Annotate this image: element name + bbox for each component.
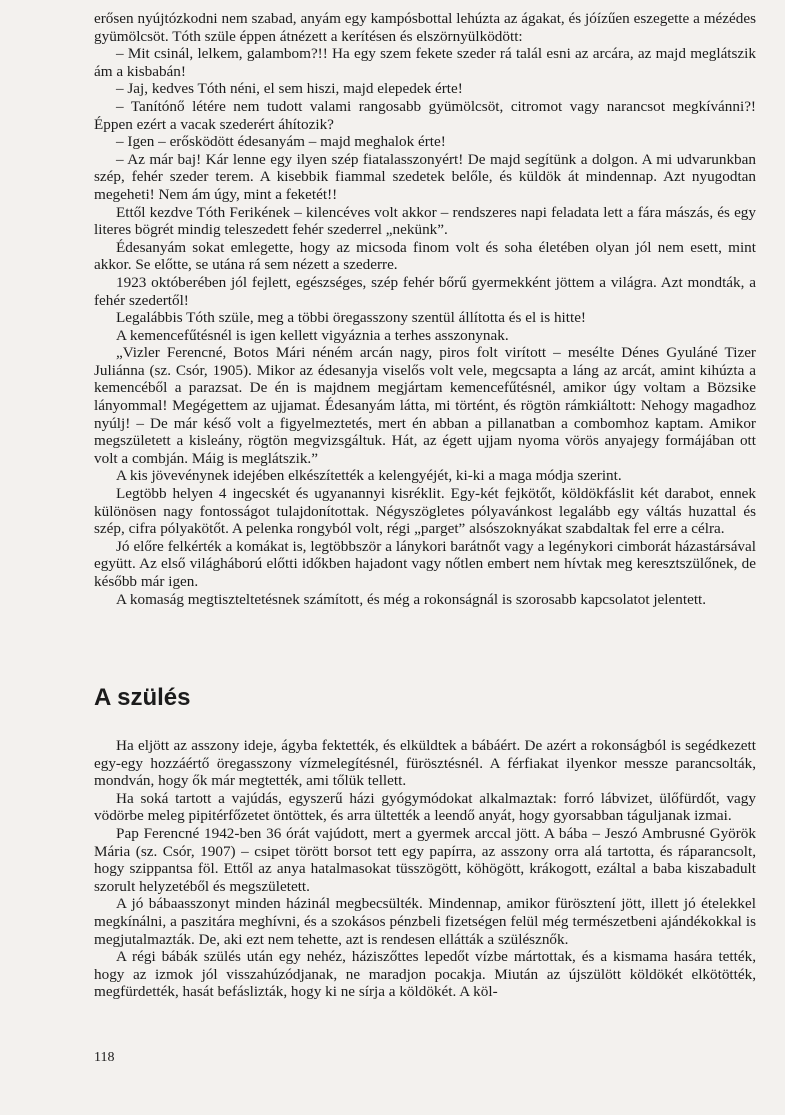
paragraph: 1923 októberében jól fejlett, egészséges, szép fehér bőrű gyermekként jöttem a világra. Azt mondták, a fehér szedertől!: [94, 273, 756, 309]
paragraph: – Igen – erősködött édesanyám – majd meghalok érte!: [116, 133, 446, 151]
paragraph: Pap Ferencné 1942-ben 36 órát vajúdott, mert a gyermek arccal jött. A bába – Jeszó Ambrusné Györök Mária (sz. Csór, 1907) – csipet törött borsot tett egy papírra, az asszony orra alá tartotta, és ráparancsolt, hogy szippantsa föl. Ettől az anya hatalmasokat tüsszögött, köhögött, krákogott, ezáltal a baba kiszabadult szorult helyzetéből és megszületett.: [94, 824, 756, 895]
paragraph: A kemencefűtésnél is igen kellett vigyáznia a terhes asszonynak.: [116, 326, 509, 344]
paragraph: A régi bábák szülés után egy nehéz, háziszőttes lepedőt vízbe mártottak, és a kismama hasára tették, hogy az izmok jól visszahúzódjanak, ne maradjon pocakja. Miután az újszülött köldökét elkötötték, megfürdették, hasát befáslizták, hogy ki ne sírja a köldökét. A köl-: [94, 948, 756, 1001]
paragraph: Legtöbb helyen 4 ingecskét és ugyanannyi kisréklit. Egy-két fejkötőt, köldökfáslit két darabot, ennek különösen nagy fontosságot tulajdonítottak. Négyszögletes pólyavánkost legalább egy váltás huzattal és szép, cifra pólyakötőt. A pelenka rongyból volt, régi „parget” alsószoknyákat szabdaltak fel erre a célra.: [94, 485, 756, 538]
paragraph: „Vizler Ferencné, Botos Mári néném arcán nagy, piros folt virított – mesélte Dénes Gyuláné Tizer Juliánna (sz. Csór, 1905). Mikor az édesanyja viselős volt vele, megcsapta a láng az arcát, amint kihúzta a kemencéből a parazsat. De én is majdnem megjártam kemencefűtésnél, amikor úgy voltam a Bözsike lányommal! Megégettem az ujjamat. Édesanyám látta, mi történt, és rögtön rámkiáltott: Nehogy magadhoz nyúlj! – De már késő volt a figyelmeztetés, mert én abban a pillanatban a combomhoz kaptam. Amikor megszületett a kisleány, rögtön megvizsgáltuk. Hát, az égett ujjam nyoma vörös anyajegy formájában ott volt a combján. Máig is meglátszik.”: [94, 344, 756, 467]
section-heading: A szülés: [94, 684, 191, 711]
paragraph: Ha soká tartott a vajúdás, egyszerű házi gyógymódokat alkalmaztak: forró lábvizet, ülőfürdőt, vagy vödörbe meleg pipitérfőzetet öntöttek, és arra ültették a leendő anyát, hogy gyorsabban táguljanak izmai.: [94, 789, 756, 825]
paragraph: A jó bábaasszonyt minden házinál megbecsülték. Mindennap, amikor fürösztení jött, illett jó ételekkel megkínálni, a paszitára meghívni, és a szokásos pénzbeli fizetségen felül még természetbeni ajándékokkal is megjutalmazták. De, aki ezt nem tehette, azt is rendesen ellátták a szülésznők.: [94, 895, 756, 948]
paragraph: erősen nyújtózkodni nem szabad, anyám egy kampósbottal lehúzta az ágakat, és jóízűen eszegette a mézédes gyümölcsöt. Tóth szüle éppen átnézett a kerítésen és elszörnyülködött:: [94, 10, 756, 45]
paragraph: – Mit csinál, lelkem, galambom?!! Ha egy szem fekete szeder rá talál esni az arcára, az majd meglátszik ám a kisbabán!: [94, 45, 756, 80]
paragraph: Ha eljött az asszony ideje, ágyba fektették, és elküldtek a bábáért. De azért a rokonságból is segédkezett egy-egy hozzáértő öregasszony vízmelegítésnél, fürösztésnél. A férfiakat ilyenkor messze parancsolták, mondván, hogy ők már megtették, ami tőlük tellett.: [94, 737, 756, 790]
paragraph: Jó előre felkérték a komákat is, legtöbbször a lánykori barátnőt vagy a legénykori cimborát házastársával együtt. Az első világháború előtti időkben hajadont vagy nőtlen embert nem hívtak meg keresztszülőnek, de később már igen.: [94, 537, 756, 590]
paragraph: A kis jövevénynek idejében elkészítették a kelengyéjét, ki-ki a maga módja szerint.: [116, 467, 622, 485]
paragraph: – Az már baj! Kár lenne egy ilyen szép fiatalasszonyért! De majd segítünk a dolgon. A mi udvarunkban szép, fehér szeder terem. A kisebbik fiammal szedetek belőle, és küldök át mindennap. Azt nyugodtan megeheti! Nem ám úgy, mint a feketét!!: [94, 150, 756, 203]
paragraph: Legalábbis Tóth szüle, meg a többi öregasszony szentül állította és el is hitte!: [116, 309, 586, 327]
text-block-top: [94, 10, 756, 608]
paragraph: Ettől kezdve Tóth Ferikének – kilencéves volt akkor – rendszeres napi feladata lett a fára mászás, és egy literes bögrét mindig teleszedett fehér szederrel „nekünk”.: [94, 203, 756, 239]
page-number: 118: [94, 1050, 115, 1065]
text-block-bottom: [94, 737, 756, 1001]
paragraph: – Tanítónő létére nem tudott valami rangosabb gyümölcsöt, citromot vagy narancsot megkívánni?! Éppen ezért a vacak szederért áhítozik?: [94, 97, 756, 133]
paragraph: – Jaj, kedves Tóth néni, el sem hiszi, majd elepedek érte!: [116, 80, 463, 98]
paragraph: A komaság megtiszteltetésnek számított, és még a rokonságnál is szorosabb kapcsolatot jelentett.: [116, 590, 707, 608]
paragraph: Édesanyám sokat emlegette, hogy az micsoda finom volt és soha életében olyan jól nem esett, mint akkor. Se előtte, se utána rá sem nézett a szederre.: [94, 238, 756, 274]
